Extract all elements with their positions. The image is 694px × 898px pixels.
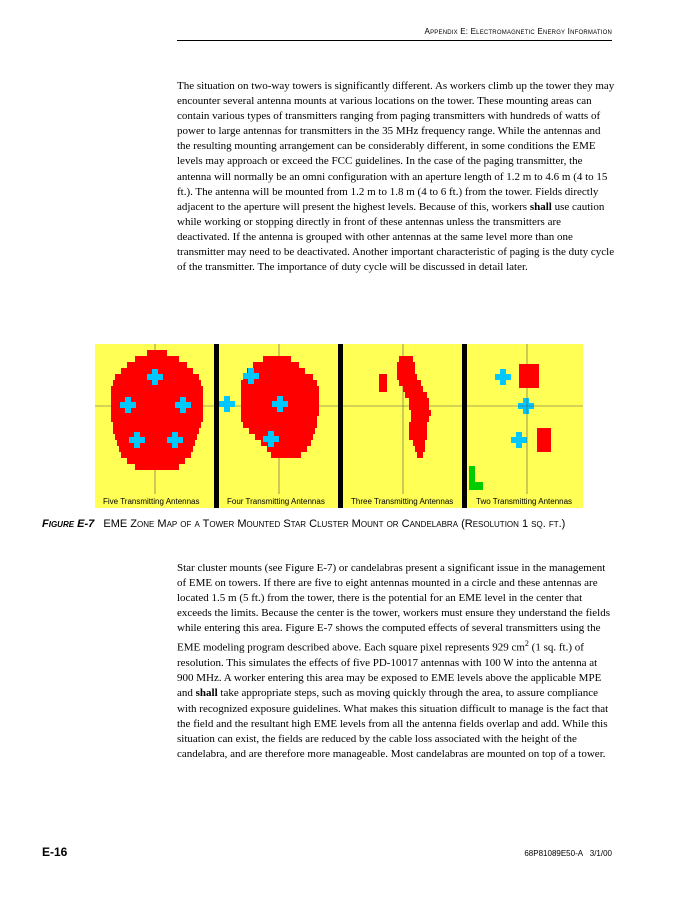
antenna-icon [272,401,288,407]
caption-text: EME Zone Map of a Tower Mounted Star Cluster Mount or Candelabra (Resolution 1 sq. ft.) [103,518,566,530]
eme-zone-cell [413,440,425,446]
eme-zone-cell [127,362,187,368]
eme-zone-cell [271,452,301,458]
eme-zone-cell [263,356,291,362]
eme-zone-cell [379,374,387,392]
eme-zone-cell [411,410,431,416]
eme-zone-cell [241,386,319,392]
eme-zone-cell [409,422,427,428]
page-number: E-16 [42,845,68,859]
eme-zone-cell [113,428,199,434]
eme-zone-cell [241,416,317,422]
eme-zone-cell [411,416,429,422]
eme-zone-cell [399,356,413,362]
paragraph-text: The situation on two-way towers is significantly different. As workers climb up the tower they may encounter several antenna mounts at various locations on the tower. These mounting areas can contain various types of transmitters ranging from paging transmitters with hundreds of watts of power to large antennas for transmitters in the 35 MHz frequency range. While the antennas and the resulting mounting arrangement can be considerably different, in some conditions the EME levels may approach or exceed the FCC guidelines. In the case of the paging transmitter, the antenna will normally be an omni configuration with an aperture length of 1.2 m to 4.6 m (4 to 15 ft.). The antenna will be mounted from 1.2 m to 1.8 m (4 to 6 ft.) from the tower. Fields directly adjacent to the aperture will present the highest levels. Because of this, workers [177,80,615,213]
caption-label: Figure E-7 [42,518,95,530]
eme-zone-cell [519,376,539,382]
eme-zone-cell [417,452,423,458]
panel-label: Two Transmitting Antennas [476,497,573,506]
eme-zone-cell [121,452,191,458]
eme-zone-cell [519,364,539,370]
panel-label: Three Transmitting Antennas [351,497,454,506]
emphasis-shall: shall [195,687,218,700]
antenna-icon [129,437,145,443]
eme-zone-cell [537,440,551,446]
paragraph-tower-situation [177,79,615,275]
eme-zone-cell [415,446,425,452]
antenna-icon [243,373,259,379]
panel-label: Four Transmitting Antennas [227,497,325,506]
antenna-icon [263,436,279,442]
emphasis-shall: shall [529,200,552,213]
eme-zone-map-figure [95,344,583,508]
antenna-icon [175,402,191,408]
eme-zone-cell [113,422,201,428]
eme-zone-cell [405,392,427,398]
panel-label: Five Transmitting Antennas [103,497,200,506]
eme-zone-cell [409,434,427,440]
paragraph-text-cont: (1 sq. ft.) of resolution. This simulates the effects of five PD-10017 antennas with 100 W into the antenna at 900 MHz. A worker entering this area may be exposed to EME levels above the applicable MPE and [177,642,602,700]
document-id [524,849,612,858]
eme-zone-cell [119,446,193,452]
paragraph-text-cont: use caution while working or stopping directly in front of these antennas unless the transmitters are deactivated. If the antenna is grouped with other antennas at the same level more than one transmitter may need to be deactivated. Another important characteristic of paging is the duty cycle of the transmitter. The importance of duty cycle will be discussed in detail later. [177,200,615,274]
eme-zone-cell [399,380,421,386]
eme-zone-cell [409,428,427,434]
paragraph-text: Star cluster mounts (see Figure E-7) or candelabras present a significant issue in the management of EME on towers. If there are five to eight antennas mounted in a circle and these antennas are located 1.5 m (5 ft.) from the tower, there is the potential for an EME level in the center that exceeds the limits. Because the center is the tower, workers must ensure they understand the fields while entering this area. Figure E-7 shows the computed effects of several transmitters using the EME modeling program described above. Each square pixel represents 929 cm [177,562,611,655]
panel-divider [338,344,343,508]
eme-zone-cell [397,374,417,380]
eme-zone-cell [537,446,551,452]
eme-zone-cell [519,370,539,376]
eme-zone-cell [147,350,167,356]
eme-zone-cell [111,392,203,398]
eme-zone-cell [403,386,423,392]
tower-marker [469,482,483,490]
antenna-icon [147,374,163,380]
eme-zone-cell [243,422,317,428]
eme-zone-cell [409,404,429,410]
eme-zone-cell [253,362,299,368]
panel-divider [462,344,467,508]
eme-zone-cell [519,382,539,388]
eme-zone-cell [135,464,179,470]
running-header: Appendix E: Electromagnetic Energy Information [424,27,612,36]
eme-zone-cell [135,356,179,362]
eme-zone-cell [397,368,415,374]
header-rule [177,40,612,41]
eme-zone-cell [111,386,203,392]
superscript: 2 [524,639,529,649]
doc-number: 68P81089E50-A [524,849,584,858]
eme-zone-cell [537,434,551,440]
eme-zone-cell [117,440,195,446]
antenna-icon [167,437,183,443]
eme-zone-cell [537,428,551,434]
paragraph-text-end: take appropriate steps, such as moving quickly through the area, to assure compliance with recognized exposure guidelines. What makes this situation difficult to manage is the fact that the field and the resultant high EME levels from all the antenna fields overlap and add. While this situation can exist, the fields are reduced by the cable loss associated with the height of the candelabra, and are therefore more manageable. Most candelabras are mounted on top of a tower. [177,687,609,760]
figure-caption [42,518,565,530]
eme-zone-cell [115,434,197,440]
eme-zone-cell [111,410,203,416]
doc-date: 3/1/00 [589,849,612,858]
antenna-icon [219,401,235,407]
eme-zone-cell [111,416,203,422]
antenna-icon [120,402,136,408]
antenna-icon [511,437,527,443]
eme-zone-cell [397,362,415,368]
eme-zone-cell [127,458,185,464]
eme-zone-cell [249,428,315,434]
antenna-icon [495,374,511,380]
eme-zone-cell [409,398,429,404]
panel-divider [214,344,219,508]
paragraph-star-cluster [177,561,615,762]
